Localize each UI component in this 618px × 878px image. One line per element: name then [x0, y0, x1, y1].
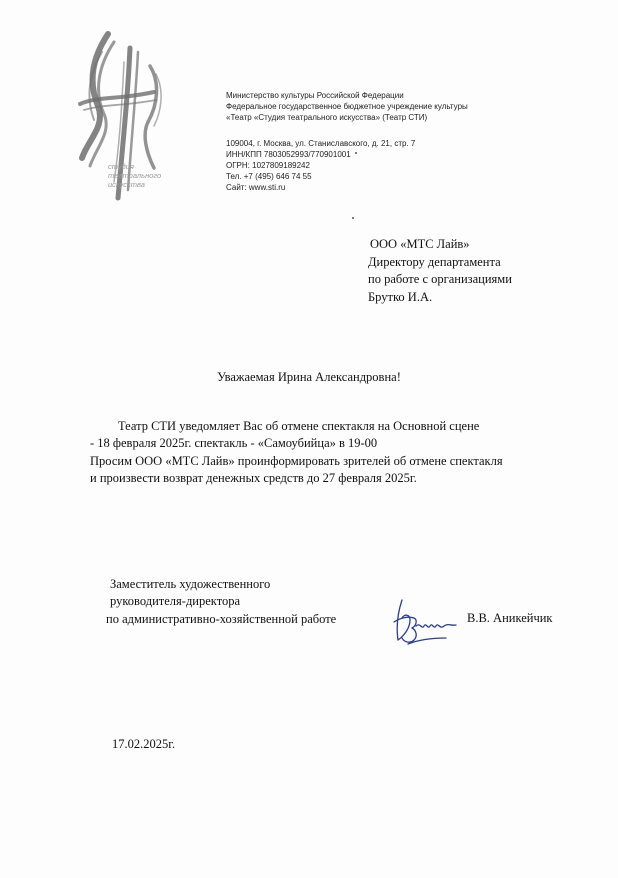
letterhead-inn: ИНН/КПП 7803052993/770901001	[226, 149, 351, 159]
logo-tagline-line: студия	[108, 162, 134, 171]
addressee-company: ООО «МТС Лайв»	[370, 237, 470, 251]
signatory-name: В.В. Аникейчик	[467, 611, 553, 625]
letterhead	[226, 90, 566, 194]
body-line: Театр СТИ уведомляет Вас об отмене спектакля на Основной сцене	[118, 419, 480, 433]
logo-tagline	[108, 162, 178, 189]
letterhead-phone: Тел. +7 (495) 646 74 55	[226, 172, 312, 182]
addressee-name: Брутко И.А.	[368, 289, 433, 304]
scan-speck	[355, 152, 357, 154]
letterhead-org-line: Министерство культуры Российской Федерации	[226, 91, 404, 100]
signatory-title-line: руководителя-директора	[110, 594, 241, 609]
addressee-block	[368, 236, 512, 306]
signature-block	[106, 576, 336, 628]
body-line: - 18 февраля 2025г. спектакль - «Самоубийца» в 19-00	[90, 436, 378, 451]
signatory-title-line: по административно-хозяйственной работе	[106, 611, 337, 626]
letterhead-org-line: Федеральное государственное бюджетное учреждение культуры	[226, 102, 468, 112]
letterhead-website: Сайт: www.sti.ru	[226, 183, 286, 193]
letterhead-org-line: «Театр «Студия театрального искусства» (Театр СТИ)	[226, 113, 428, 123]
addressee-position: Директору департамента	[368, 254, 501, 269]
addressee-department: по работе с организациями	[368, 272, 512, 286]
letterhead-ogrn: ОГРН: 1027809189242	[226, 161, 310, 171]
letterhead-address: 109004, г. Москва, ул. Станиславского, д. 21, стр. 7	[226, 138, 416, 148]
body-line: Просим ООО «МТС Лайв» проинформировать зрителей об отмене спектакля	[90, 453, 503, 468]
letterhead-spacer	[226, 124, 566, 138]
logo-tagline-line: театрального	[108, 171, 162, 180]
greeting: Уважаемая Ирина Александровна!	[217, 370, 401, 384]
handwritten-signature-icon	[388, 596, 460, 650]
signatory-title-line: Заместитель художественного	[110, 577, 271, 591]
letter-body	[90, 418, 590, 488]
letter-date: 17.02.2025г.	[112, 737, 176, 751]
scan-speck	[352, 217, 354, 219]
body-line: и произвести возврат денежных средств до 27 февраля 2025г.	[90, 471, 417, 486]
logo-tagline-line: искусства	[108, 180, 145, 189]
